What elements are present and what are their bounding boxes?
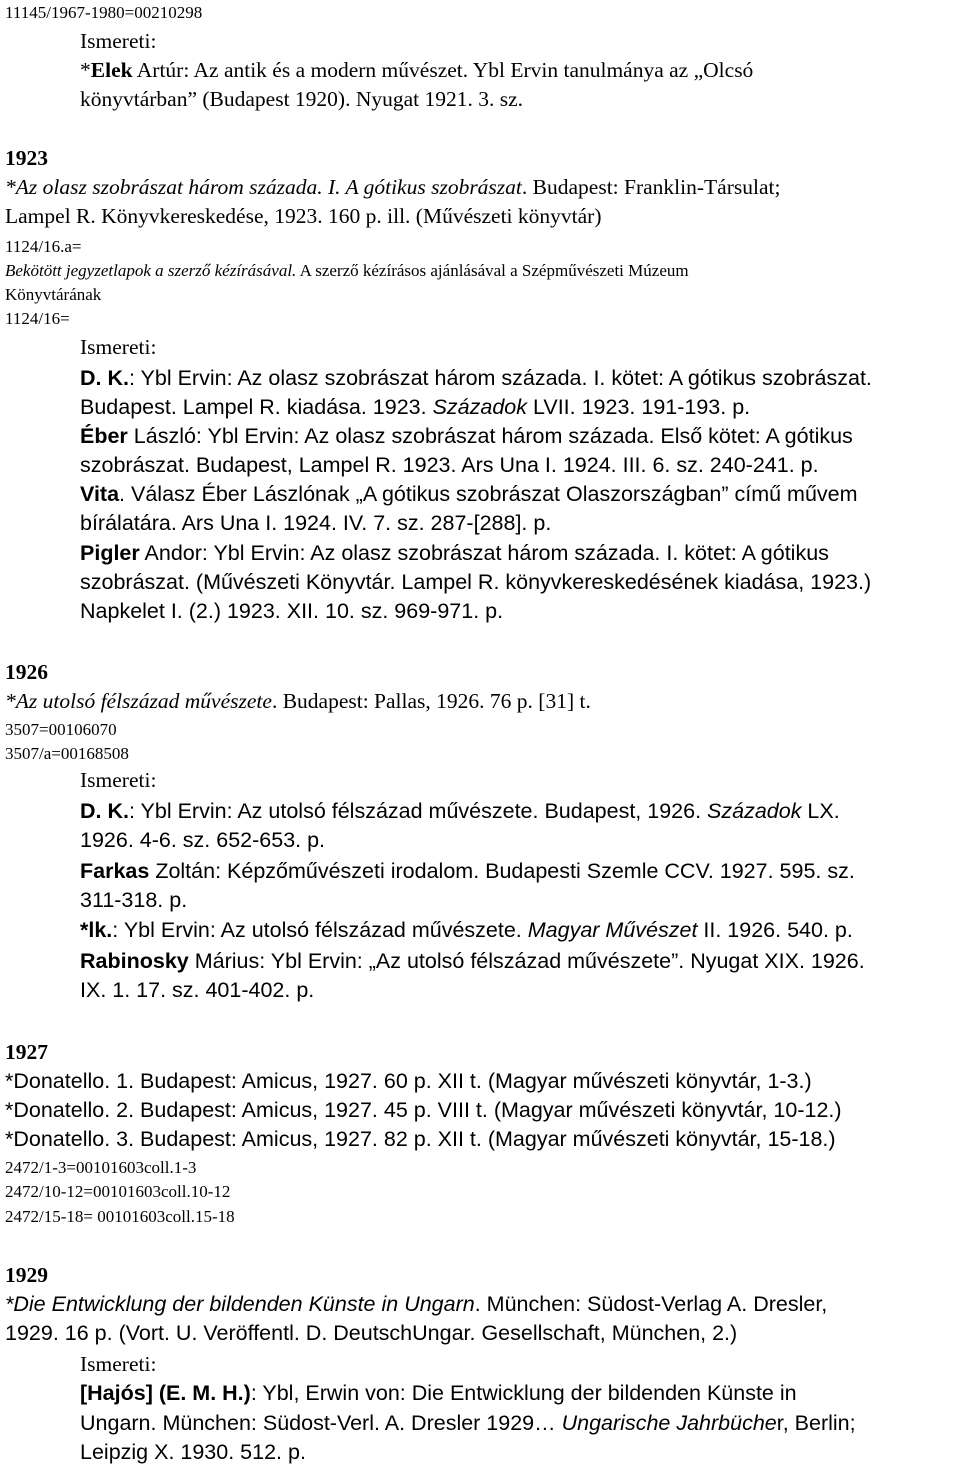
book-entry: *Donatello. 2. Budapest: Amicus, 1927. 45 p. VIII t. (Magyar művészeti könyvtár, 10-12.): [5, 1098, 842, 1122]
review-entry-cont: 1926. 4-6. sz. 652-653. p.: [80, 828, 326, 852]
review-entry: [Hajós] (E. M. H.): Ybl, Erwin von: Die Entwicklung der bildenden Künste in: [80, 1381, 797, 1405]
review-author: D. K.: [80, 366, 129, 390]
review-entry: Vita. Válasz Éber Lászlónak „A gótikus szobrászat Olaszországban” című művem: [80, 482, 858, 506]
copy-note-cont: Könyvtárának: [5, 285, 102, 304]
shelf-number: 3507=00106070: [5, 720, 117, 739]
review-entry: Pigler Andor: Ybl Ervin: Az olasz szobrászat három százada. I. kötet: A gótikus: [80, 541, 829, 565]
review-entry: Éber László: Ybl Ervin: Az olasz szobrászat három százada. Első kötet: A gótikus: [80, 424, 853, 448]
review-entry-cont: Leipzig X. 1930. 512. p.: [80, 1440, 306, 1464]
year-heading: 1927: [5, 1040, 48, 1064]
review-author: *lk.: [80, 918, 113, 942]
book-title-line: *Az utolsó félszázad művészete. Budapest: Pallas, 1926. 76 p. [31] t.: [5, 689, 591, 713]
review-entry-cont: könyvtárban” (Budapest 1920). Nyugat 1921. 3. sz.: [80, 87, 524, 111]
review-author: Elek: [90, 58, 133, 82]
year-heading: 1923: [5, 146, 48, 170]
reviews-heading: Ismereti:: [80, 768, 157, 792]
review-entry-cont: Budapest. Lampel R. kiadása. 1923. Századok LVII. 1923. 191-193. p.: [80, 395, 751, 419]
year-heading: 1926: [5, 660, 48, 684]
review-entry: Farkas Zoltán: Képzőművészeti irodalom. Budapesti Szemle CCV. 1927. 595. sz.: [80, 859, 855, 883]
book-publisher: 1929. 16 p. (Vort. U. Veröffentl. D. DeutschUngar. Gesellschaft, München, 2.): [5, 1321, 738, 1345]
review-author: Éber: [80, 424, 128, 448]
review-author: Pigler: [80, 541, 140, 565]
review-entry: Rabinosky Márius: Ybl Ervin: „Az utolsó félszázad művészete”. Nyugat XIX. 1926.: [80, 949, 865, 973]
review-author: Vita: [80, 482, 120, 506]
review-author: [Hajós] (E. M. H.): [80, 1381, 251, 1405]
book-entry: *Donatello. 1. Budapest: Amicus, 1927. 60 p. XII t. (Magyar művészeti könyvtár, 1-3.): [5, 1069, 812, 1093]
review-entry-cont: IX. 1. 17. sz. 401-402. p.: [80, 978, 315, 1002]
review-entry-cont: szobrászat. (Művészeti Könyvtár. Lampel R. könyvkereskedésének kiadása, 1923.): [80, 570, 872, 594]
book-title-line: *Die Entwicklung der bildenden Künste in Ungarn. München: Südost-Verlag A. Dresler,: [5, 1292, 828, 1316]
review-entry: D. K.: Ybl Ervin: Az olasz szobrászat három százada. I. kötet: A gótikus szobrászat.: [80, 366, 872, 390]
review-author: D. K.: [80, 799, 129, 823]
book-title: *Az olasz szobrászat három százada. I. A gótikus szobrászat: [5, 175, 522, 199]
review-entry: D. K.: Ybl Ervin: Az utolsó félszázad művészete. Budapest, 1926. Századok LX.: [80, 799, 840, 823]
review-author: Rabinosky: [80, 949, 189, 973]
reviews-heading: Ismereti:: [80, 29, 157, 53]
review-entry: *Elek Artúr: Az antik és a modern művészet. Ybl Ervin tanulmánya az „Olcsó: [80, 58, 754, 82]
book-publisher: Lampel R. Könyvkereskedése, 1923. 160 p. ill. (Művészeti könyvtár): [5, 204, 602, 228]
review-entry: *lk.: Ybl Ervin: Az utolsó félszázad művészete. Magyar Művészet II. 1926. 540. p.: [80, 918, 853, 942]
shelf-number: 2472/1-3=00101603coll.1-3: [5, 1158, 197, 1177]
book-entry: *Donatello. 3. Budapest: Amicus, 1927. 82 p. XII t. (Magyar művészeti könyvtár, 15-18.): [5, 1127, 836, 1151]
copy-note: Bekötött jegyzetlapok a szerző kézírásával. A szerző kézírásos ajánlásával a Szépművészeti Múzeum: [5, 261, 689, 280]
review-author: Farkas: [80, 859, 150, 883]
shelf-number: 1124/16=: [5, 309, 70, 328]
review-entry-cont: Napkelet I. (2.) 1923. XII. 10. sz. 969-971. p.: [80, 599, 504, 623]
book-title-line: *Az olasz szobrászat három százada. I. A gótikus szobrászat. Budapest: Franklin-Társulat;: [5, 175, 781, 199]
shelf-number: 3507/a=00168508: [5, 744, 129, 763]
shelf-number: 1124/16.a=: [5, 237, 82, 256]
book-title: *Die Entwicklung der bildenden Künste in Ungarn: [5, 1292, 475, 1316]
review-entry-cont: szobrászat. Budapest, Lampel R. 1923. Ars Una I. 1924. III. 6. sz. 240-241. p.: [80, 453, 819, 477]
book-title: *Az utolsó félszázad művészete: [5, 689, 272, 713]
reviews-heading: Ismereti:: [80, 335, 157, 359]
year-heading: 1929: [5, 1263, 48, 1287]
review-entry-cont: bírálatára. Ars Una I. 1924. IV. 7. sz. 287-[288]. p.: [80, 511, 552, 535]
reviews-heading: Ismereti:: [80, 1352, 157, 1376]
review-entry-cont: 311-318. p.: [80, 888, 188, 912]
shelf-number: 2472/10-12=00101603coll.10-12: [5, 1182, 231, 1201]
review-entry-cont: Ungarn. München: Südost-Verl. A. Dresler 1929… Ungarische Jahrbücher, Berlin;: [80, 1411, 856, 1435]
shelf-number: 2472/15-18= 00101603coll.15-18: [5, 1207, 235, 1226]
shelf-number: 11145/1967-1980=00210298: [5, 3, 203, 22]
